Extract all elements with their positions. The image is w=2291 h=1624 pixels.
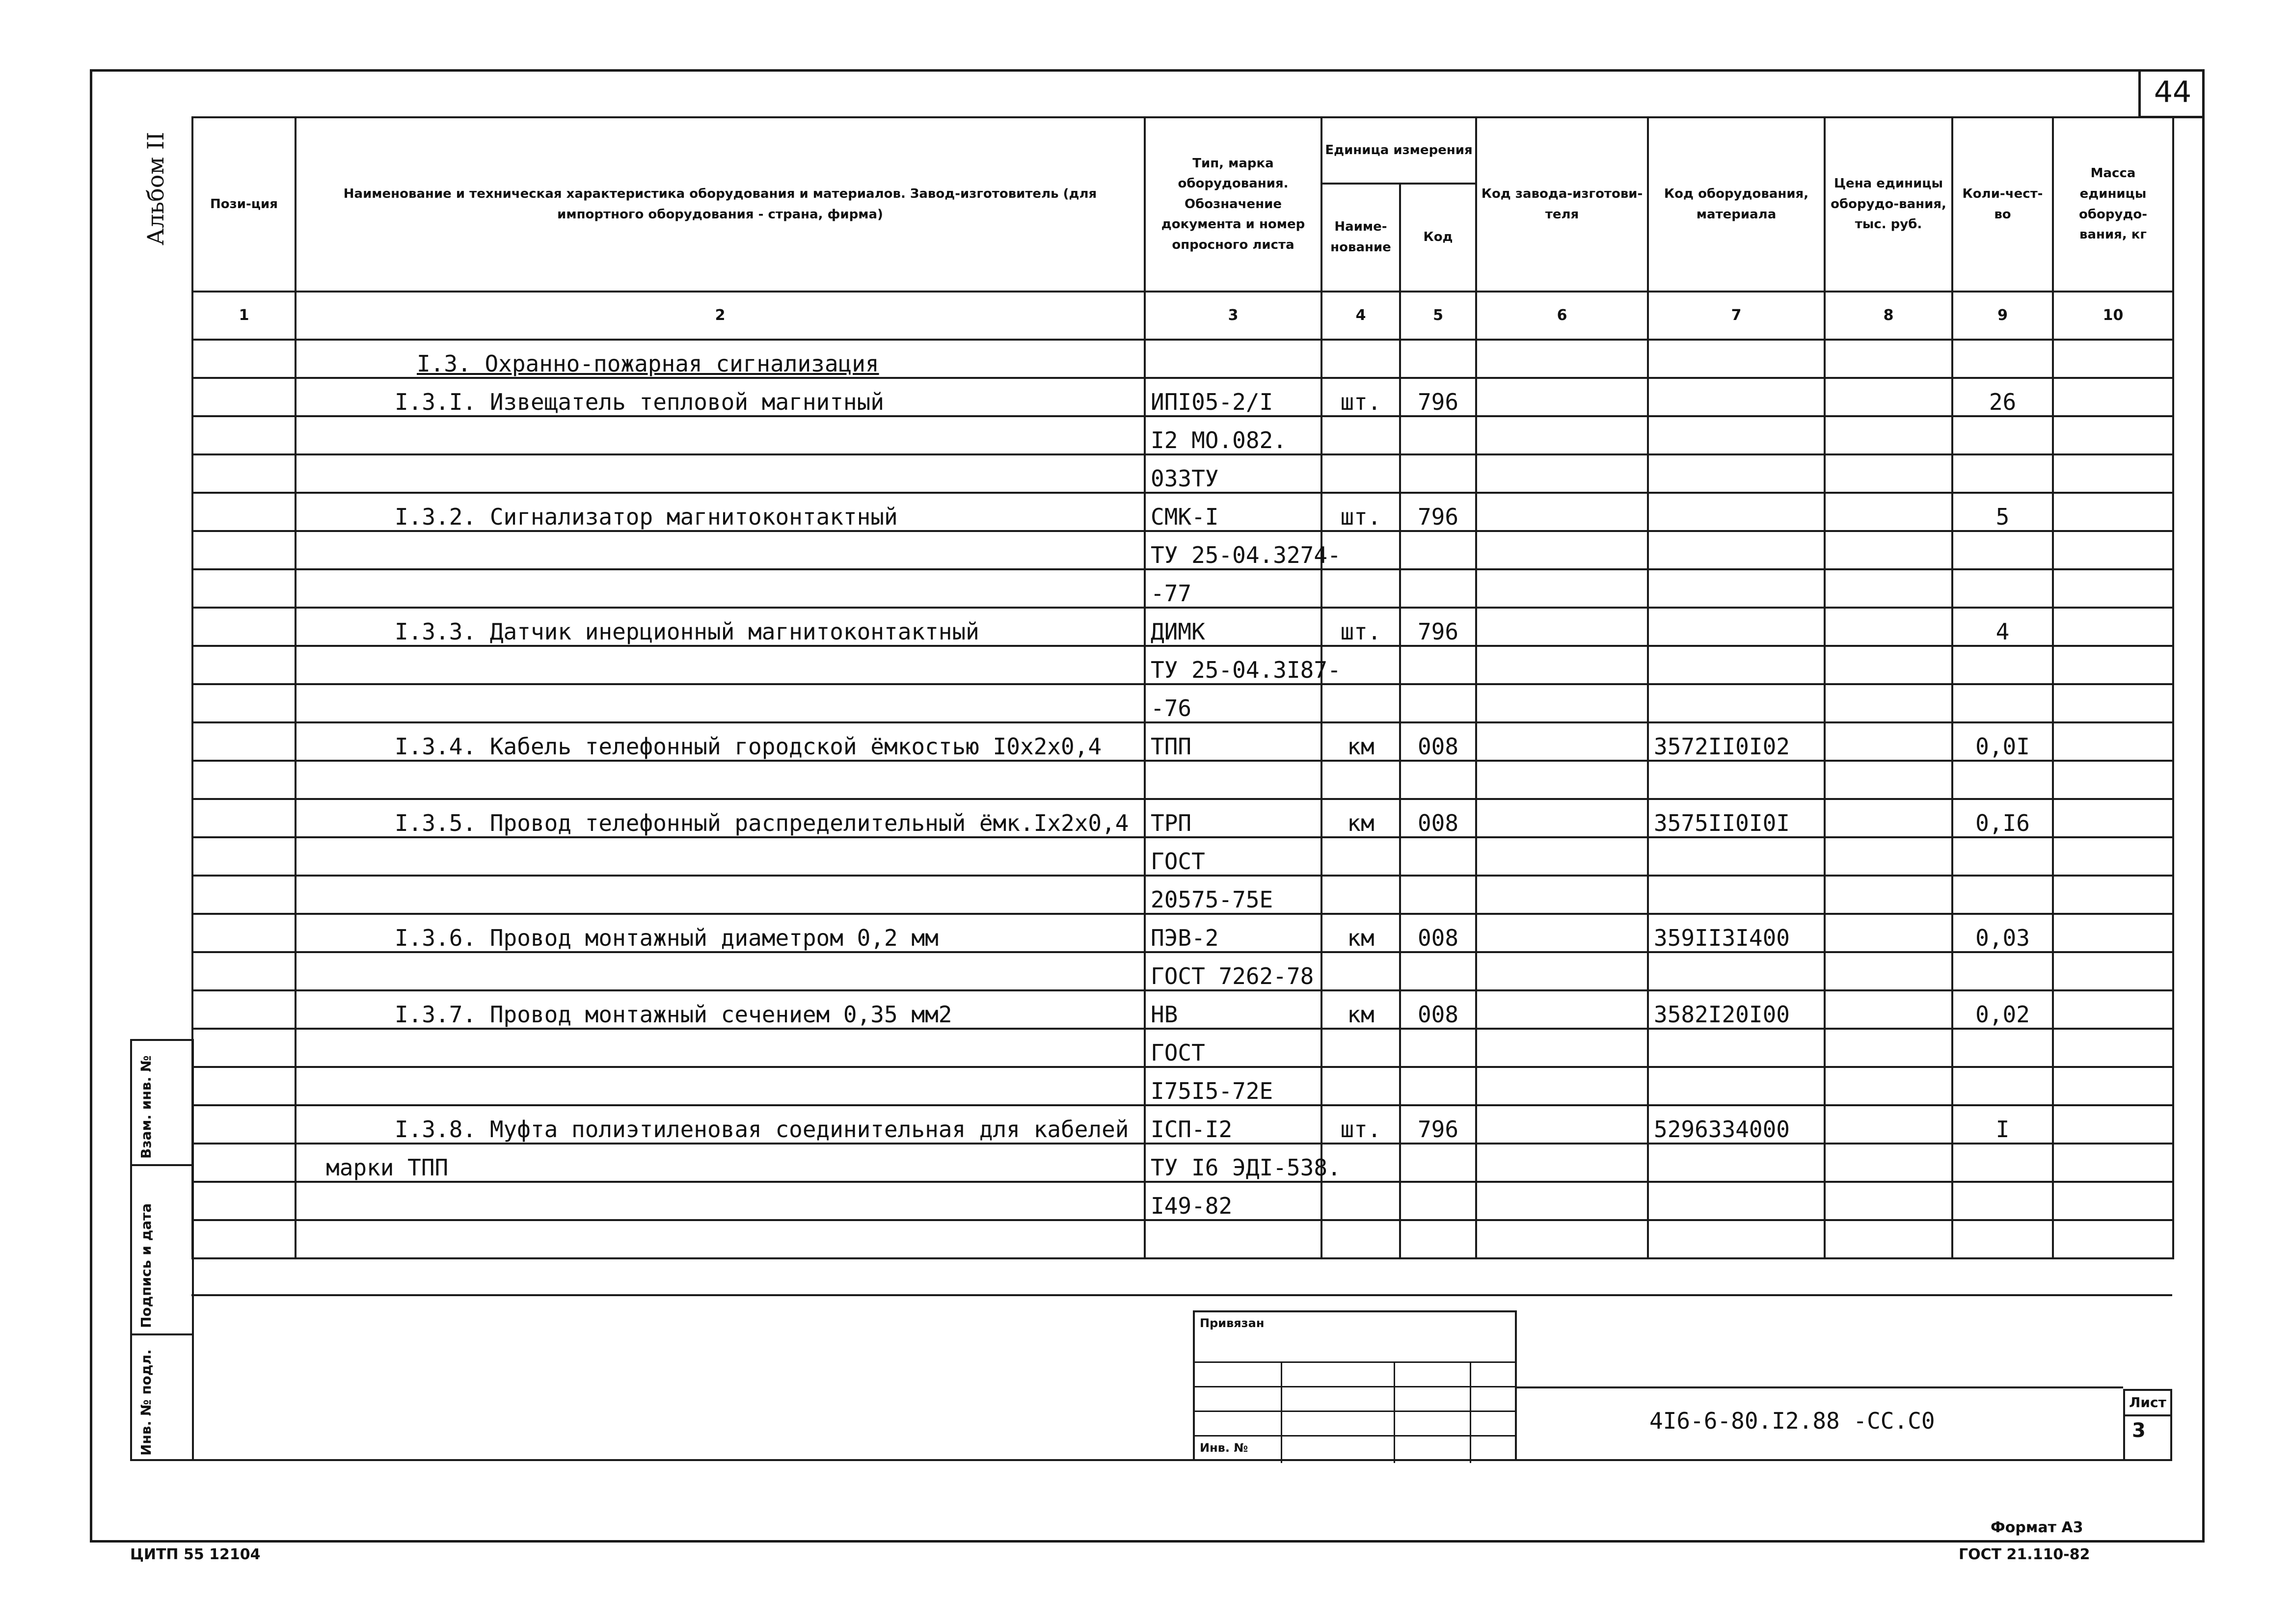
- album-label: Альбом II: [142, 132, 169, 245]
- price-cell: [1825, 990, 1952, 1029]
- unit-code-cell: [1400, 646, 1476, 684]
- header-unit-name: Наиме-нование: [1321, 184, 1400, 292]
- item-type-cell: ИПI05-2/I: [1145, 378, 1321, 416]
- unit-code-cell: [1400, 416, 1476, 454]
- header-unit-group: Единица измерения: [1321, 117, 1476, 184]
- material-code-cell: 3572II0I02: [1648, 722, 1825, 761]
- quantity-cell: 0,I6: [1952, 799, 2053, 837]
- quantity-cell: [1952, 761, 2053, 799]
- mass-cell: [2053, 837, 2173, 876]
- item-name-cell: I.3.7. Провод монтажный сечением 0,35 мм2: [296, 990, 1145, 1029]
- item-name-cell: I.3.6. Провод монтажный диаметром 0,2 мм: [296, 914, 1145, 952]
- price-cell: [1825, 608, 1952, 646]
- item-name-cell: I.3.3. Датчик инерционный магнитоконтактный: [296, 608, 1145, 646]
- position-cell: [192, 1220, 296, 1258]
- sheet-number: 44: [2138, 69, 2205, 118]
- item-name-cell: [296, 454, 1145, 493]
- item-name-cell: [296, 1067, 1145, 1105]
- quantity-cell: [1952, 416, 2053, 454]
- material-code-cell: [1648, 1182, 1825, 1220]
- header-factory-code: Код завода-изготови-теля: [1476, 117, 1648, 292]
- unit-name-cell: [1321, 1182, 1400, 1220]
- header-position: Пози-ция: [192, 117, 296, 292]
- table-row: [192, 531, 2173, 569]
- quantity-cell: [1952, 684, 2053, 722]
- price-cell: [1825, 876, 1952, 914]
- material-code-cell: [1648, 1144, 1825, 1182]
- unit-name-cell: км: [1321, 722, 1400, 761]
- position-cell: [192, 952, 296, 990]
- item-type-cell: I75I5-72Е: [1145, 1067, 1321, 1105]
- factory-code-cell: [1476, 1144, 1648, 1182]
- mass-cell: [2053, 646, 2173, 684]
- table-row: [192, 1144, 2173, 1182]
- material-code-cell: [1648, 1220, 1825, 1258]
- price-cell: [1825, 531, 1952, 569]
- position-cell: [192, 799, 296, 837]
- stamp-inv-label: Инв. № подл.: [138, 1349, 154, 1456]
- material-code-cell: [1648, 646, 1825, 684]
- table-row: [192, 1067, 2173, 1105]
- factory-code-cell: [1476, 646, 1648, 684]
- factory-code-cell: [1476, 876, 1648, 914]
- mass-cell: [2053, 1220, 2173, 1258]
- mass-cell: [2053, 416, 2173, 454]
- position-cell: [192, 914, 296, 952]
- table-row: [192, 493, 2173, 531]
- item-type-cell: ГОСТ 7262-78: [1145, 952, 1321, 990]
- quantity-cell: [1952, 569, 2053, 608]
- quantity-cell: [1952, 1220, 2053, 1258]
- item-type-cell: НВ: [1145, 990, 1321, 1029]
- price-cell: [1825, 761, 1952, 799]
- quantity-cell: 26: [1952, 378, 2053, 416]
- footer-left: ЦИТП 55 12104: [130, 1546, 261, 1563]
- position-cell: [192, 416, 296, 454]
- item-name-cell: [296, 761, 1145, 799]
- factory-code-cell: [1476, 761, 1648, 799]
- header-quantity: Коли-чест-во: [1952, 117, 2053, 292]
- item-name-cell: I.3.2. Сигнализатор магнитоконтактный: [296, 493, 1145, 531]
- unit-code-cell: [1400, 531, 1476, 569]
- mass-cell: [2053, 799, 2173, 837]
- position-cell: [192, 1067, 296, 1105]
- item-name-cell: марки ТПП: [296, 1144, 1145, 1182]
- material-code-cell: [1648, 1067, 1825, 1105]
- stamp-signature-label: Подпись и дата: [138, 1203, 154, 1328]
- unit-code-cell: 008: [1400, 722, 1476, 761]
- unit-code-cell: [1400, 569, 1476, 608]
- unit-name-cell: км: [1321, 914, 1400, 952]
- mass-cell: [2053, 722, 2173, 761]
- position-cell: [192, 722, 296, 761]
- item-name-cell: [296, 1220, 1145, 1258]
- price-cell: [1825, 378, 1952, 416]
- table-row: [192, 416, 2173, 454]
- quantity-cell: 4: [1952, 608, 2053, 646]
- header-unit-code: Код: [1400, 184, 1476, 292]
- item-type-cell: [1145, 761, 1321, 799]
- unit-name-cell: [1321, 761, 1400, 799]
- price-cell: [1825, 684, 1952, 722]
- material-code-cell: [1648, 761, 1825, 799]
- factory-code-cell: [1476, 990, 1648, 1029]
- header-mass: Масса единицы оборудо-вания, кг: [2053, 117, 2173, 292]
- unit-code-cell: 796: [1400, 493, 1476, 531]
- factory-code-cell: [1476, 1067, 1648, 1105]
- position-cell: [192, 761, 296, 799]
- material-code-cell: 359II3I400: [1648, 914, 1825, 952]
- item-name-cell: [296, 416, 1145, 454]
- price-cell: [1825, 569, 1952, 608]
- column-number: 2: [296, 292, 1145, 340]
- unit-code-cell: 796: [1400, 378, 1476, 416]
- quantity-cell: [1952, 1144, 2053, 1182]
- column-number: 7: [1648, 292, 1825, 340]
- sheet-value: 3: [2132, 1419, 2146, 1442]
- material-code-cell: 5296334000: [1648, 1105, 1825, 1144]
- unit-code-cell: 008: [1400, 990, 1476, 1029]
- price-cell: [1825, 1144, 1952, 1182]
- item-type-cell: -77: [1145, 569, 1321, 608]
- material-code-cell: [1648, 876, 1825, 914]
- item-name-cell: I.3.5. Провод телефонный распределительный ёмк.Iх2х0,4: [296, 799, 1145, 837]
- mass-cell: [2053, 454, 2173, 493]
- table-row: [192, 569, 2173, 608]
- factory-code-cell: [1476, 378, 1648, 416]
- price-cell: [1825, 914, 1952, 952]
- position-cell: [192, 837, 296, 876]
- unit-name-cell: км: [1321, 990, 1400, 1029]
- quantity-cell: 0,03: [1952, 914, 2053, 952]
- table-row: [192, 1182, 2173, 1220]
- item-name-cell: I.3.I. Извещатель тепловой магнитный: [296, 378, 1145, 416]
- factory-code-cell: [1476, 914, 1648, 952]
- position-cell: [192, 646, 296, 684]
- item-type-cell: ТРП: [1145, 799, 1321, 837]
- price-cell: [1825, 493, 1952, 531]
- table-row: [192, 799, 2173, 837]
- position-cell: [192, 378, 296, 416]
- unit-code-cell: [1400, 1182, 1476, 1220]
- sheet-box: [2123, 1389, 2172, 1461]
- item-type-cell: ТУ 25-04.3I87-: [1145, 646, 1321, 684]
- binding-label: Привязан: [1200, 1316, 1265, 1330]
- mass-cell: [2053, 1182, 2173, 1220]
- factory-code-cell: [1476, 722, 1648, 761]
- item-type-cell: ДИМК: [1145, 608, 1321, 646]
- price-cell: [1825, 416, 1952, 454]
- column-number: 10: [2053, 292, 2173, 340]
- spec-table: [191, 116, 2174, 1259]
- item-type-cell: IСП-I2: [1145, 1105, 1321, 1144]
- position-cell: [192, 569, 296, 608]
- item-name-cell: I.3.4. Кабель телефонный городской ёмкостью I0x2x0,4: [296, 722, 1145, 761]
- table-row: [192, 952, 2173, 990]
- price-cell: [1825, 1067, 1952, 1105]
- column-number: 3: [1145, 292, 1321, 340]
- header-price: Цена единицы оборудо-вания, тыс. руб.: [1825, 117, 1952, 292]
- quantity-cell: [1952, 531, 2053, 569]
- position-cell: [192, 608, 296, 646]
- unit-name-cell: [1321, 454, 1400, 493]
- table-row: [192, 684, 2173, 722]
- factory-code-cell: [1476, 1105, 1648, 1144]
- table-row: [192, 761, 2173, 799]
- item-name-cell: [296, 531, 1145, 569]
- item-name-cell: [296, 1182, 1145, 1220]
- quantity-cell: I: [1952, 1105, 2053, 1144]
- table-row: [192, 990, 2173, 1029]
- stamp-vzam-label: Взам. инв. №: [138, 1055, 154, 1159]
- column-number: 8: [1825, 292, 1952, 340]
- price-cell: [1825, 799, 1952, 837]
- table-row: [192, 1029, 2173, 1067]
- quantity-cell: [1952, 952, 2053, 990]
- section-title: I.3. Охранно-пожарная сигнализация: [296, 340, 1145, 378]
- price-cell: [1825, 454, 1952, 493]
- price-cell: [1825, 1220, 1952, 1258]
- section-row: [192, 340, 2173, 378]
- mass-cell: [2053, 378, 2173, 416]
- quantity-cell: [1952, 876, 2053, 914]
- quantity-cell: 5: [1952, 493, 2053, 531]
- unit-name-cell: [1321, 1220, 1400, 1258]
- quantity-cell: [1952, 454, 2053, 493]
- unit-name-cell: шт.: [1321, 493, 1400, 531]
- unit-code-cell: [1400, 761, 1476, 799]
- unit-name-cell: шт.: [1321, 1105, 1400, 1144]
- mass-cell: [2053, 684, 2173, 722]
- item-type-cell: ГОСТ: [1145, 1029, 1321, 1067]
- table-row: [192, 914, 2173, 952]
- item-name-cell: [296, 1029, 1145, 1067]
- position-cell: [192, 531, 296, 569]
- item-name-cell: [296, 876, 1145, 914]
- table-row: [192, 454, 2173, 493]
- item-type-cell: 033ТУ: [1145, 454, 1321, 493]
- table-row: [192, 837, 2173, 876]
- column-number: 9: [1952, 292, 2053, 340]
- unit-name-cell: [1321, 569, 1400, 608]
- position-cell: [192, 1029, 296, 1067]
- quantity-cell: [1952, 1029, 2053, 1067]
- factory-code-cell: [1476, 799, 1648, 837]
- quantity-cell: [1952, 1182, 2053, 1220]
- unit-code-cell: [1400, 454, 1476, 493]
- item-type-cell: ГОСТ: [1145, 837, 1321, 876]
- quantity-cell: [1952, 837, 2053, 876]
- format-label: Формат А3: [1991, 1519, 2083, 1536]
- mass-cell: [2053, 608, 2173, 646]
- table-row: [192, 1105, 2173, 1144]
- price-cell: [1825, 1029, 1952, 1067]
- unit-code-cell: 796: [1400, 608, 1476, 646]
- item-type-cell: I49-82: [1145, 1182, 1321, 1220]
- document-number: 4I6-6-80.I2.88 -СС.С0: [1649, 1408, 1935, 1434]
- table-row: [192, 378, 2173, 416]
- material-code-cell: [1648, 416, 1825, 454]
- mass-cell: [2053, 1029, 2173, 1067]
- position-cell: [192, 454, 296, 493]
- item-type-cell: I2 МО.082.: [1145, 416, 1321, 454]
- factory-code-cell: [1476, 1029, 1648, 1067]
- mass-cell: [2053, 761, 2173, 799]
- factory-code-cell: [1476, 416, 1648, 454]
- item-name-cell: [296, 837, 1145, 876]
- factory-code-cell: [1476, 493, 1648, 531]
- quantity-cell: 0,02: [1952, 990, 2053, 1029]
- column-number: 6: [1476, 292, 1648, 340]
- material-code-cell: [1648, 837, 1825, 876]
- table-row: [192, 646, 2173, 684]
- mass-cell: [2053, 531, 2173, 569]
- column-number: 1: [192, 292, 296, 340]
- material-code-cell: [1648, 531, 1825, 569]
- unit-name-cell: [1321, 684, 1400, 722]
- mass-cell: [2053, 876, 2173, 914]
- unit-code-cell: 008: [1400, 914, 1476, 952]
- column-number: 5: [1400, 292, 1476, 340]
- material-code-cell: [1648, 378, 1825, 416]
- unit-code-cell: [1400, 1220, 1476, 1258]
- table-row: [192, 722, 2173, 761]
- unit-name-cell: [1321, 952, 1400, 990]
- factory-code-cell: [1476, 1182, 1648, 1220]
- material-code-cell: [1648, 493, 1825, 531]
- unit-name-cell: [1321, 837, 1400, 876]
- item-type-cell: -76: [1145, 684, 1321, 722]
- material-code-cell: [1648, 454, 1825, 493]
- inv-no-label: Инв. №: [1200, 1441, 1248, 1455]
- quantity-cell: [1952, 646, 2053, 684]
- unit-name-cell: [1321, 1029, 1400, 1067]
- item-type-cell: ТУ I6 ЭДI-538.: [1145, 1144, 1321, 1182]
- quantity-cell: [1952, 1067, 2053, 1105]
- material-code-cell: [1648, 684, 1825, 722]
- price-cell: [1825, 722, 1952, 761]
- unit-name-cell: [1321, 416, 1400, 454]
- price-cell: [1825, 837, 1952, 876]
- factory-code-cell: [1476, 952, 1648, 990]
- factory-code-cell: [1476, 531, 1648, 569]
- position-cell: [192, 1144, 296, 1182]
- factory-code-cell: [1476, 1220, 1648, 1258]
- item-type-cell: [1145, 1220, 1321, 1258]
- header-type: Тип, марка оборудования. Обозначение документа и номер опросного листа: [1145, 117, 1321, 292]
- factory-code-cell: [1476, 684, 1648, 722]
- material-code-cell: [1648, 569, 1825, 608]
- factory-code-cell: [1476, 454, 1648, 493]
- material-code-cell: [1648, 1029, 1825, 1067]
- gost-label: ГОСТ 21.110-82: [1959, 1546, 2090, 1563]
- unit-code-cell: [1400, 1029, 1476, 1067]
- bottom-area: [191, 1294, 2172, 1461]
- item-type-cell: ТПП: [1145, 722, 1321, 761]
- header-name: Наименование и техническая характеристика оборудования и материалов. Завод-изготовитель (для импортного оборудования - страна, фирма): [296, 117, 1145, 292]
- factory-code-cell: [1476, 837, 1648, 876]
- position-cell: [192, 990, 296, 1029]
- binding-stamp: [1193, 1310, 1517, 1461]
- mass-cell: [2053, 569, 2173, 608]
- factory-code-cell: [1476, 608, 1648, 646]
- unit-code-cell: [1400, 684, 1476, 722]
- factory-code-cell: [1476, 569, 1648, 608]
- column-number: 4: [1321, 292, 1400, 340]
- mass-cell: [2053, 1144, 2173, 1182]
- unit-name-cell: км: [1321, 799, 1400, 837]
- unit-code-cell: [1400, 876, 1476, 914]
- unit-code-cell: [1400, 837, 1476, 876]
- unit-name-cell: [1321, 1067, 1400, 1105]
- item-type-cell: СМК-I: [1145, 493, 1321, 531]
- position-cell: [192, 876, 296, 914]
- position-cell: [192, 684, 296, 722]
- position-cell: [192, 1105, 296, 1144]
- unit-name-cell: шт.: [1321, 378, 1400, 416]
- quantity-cell: 0,0I: [1952, 722, 2053, 761]
- mass-cell: [2053, 1067, 2173, 1105]
- item-type-cell: ПЭВ-2: [1145, 914, 1321, 952]
- unit-name-cell: шт.: [1321, 608, 1400, 646]
- item-name-cell: [296, 684, 1145, 722]
- item-type-cell: ТУ 25-04.3274-: [1145, 531, 1321, 569]
- mass-cell: [2053, 1105, 2173, 1144]
- left-stamp: [130, 1039, 194, 1461]
- unit-code-cell: [1400, 1144, 1476, 1182]
- table-row: [192, 876, 2173, 914]
- unit-code-cell: [1400, 1067, 1476, 1105]
- unit-code-cell: 796: [1400, 1105, 1476, 1144]
- material-code-cell: 3575II0I0I: [1648, 799, 1825, 837]
- position-cell: [192, 493, 296, 531]
- material-code-cell: [1648, 952, 1825, 990]
- header-material-code: Код оборудования, материала: [1648, 117, 1825, 292]
- table-row: [192, 608, 2173, 646]
- unit-code-cell: [1400, 952, 1476, 990]
- price-cell: [1825, 646, 1952, 684]
- material-code-cell: 3582I20I00: [1648, 990, 1825, 1029]
- item-name-cell: [296, 569, 1145, 608]
- mass-cell: [2053, 952, 2173, 990]
- mass-cell: [2053, 990, 2173, 1029]
- item-name-cell: [296, 646, 1145, 684]
- item-name-cell: I.3.8. Муфта полиэтиленовая соединительная для кабелей: [296, 1105, 1145, 1144]
- price-cell: [1825, 1105, 1952, 1144]
- mass-cell: [2053, 914, 2173, 952]
- material-code-cell: [1648, 608, 1825, 646]
- unit-code-cell: 008: [1400, 799, 1476, 837]
- price-cell: [1825, 1182, 1952, 1220]
- item-name-cell: [296, 952, 1145, 990]
- unit-name-cell: [1321, 876, 1400, 914]
- table-row: [192, 1220, 2173, 1258]
- price-cell: [1825, 952, 1952, 990]
- sheet-label: Лист: [2125, 1391, 2170, 1416]
- item-type-cell: 20575-75Е: [1145, 876, 1321, 914]
- position-cell: [192, 1182, 296, 1220]
- mass-cell: [2053, 493, 2173, 531]
